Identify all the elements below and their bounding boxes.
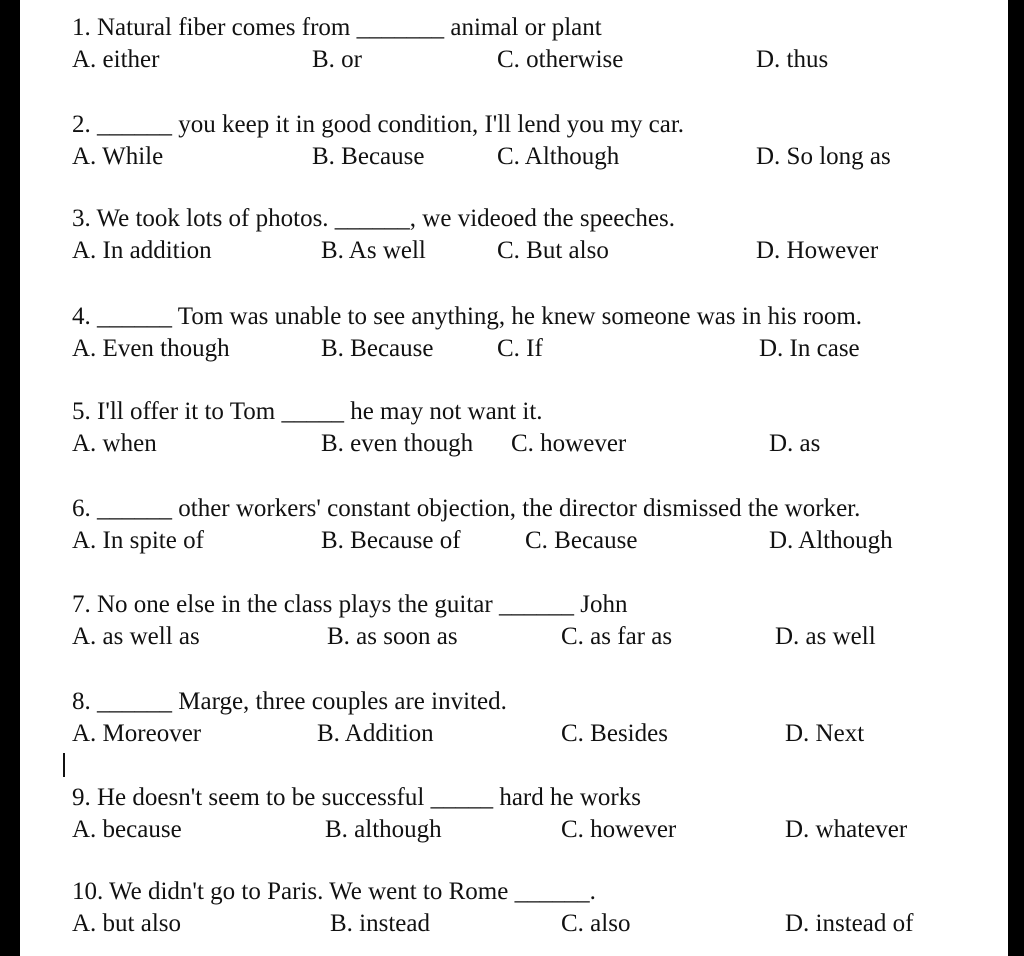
option-c: C. however [561, 816, 677, 843]
question-7 [20, 589, 1008, 659]
question-text: 1. Natural fiber comes from _______ animal or plant [72, 14, 602, 41]
option-b: B. as soon as [327, 623, 458, 650]
option-d: D. So long as [756, 143, 891, 170]
option-a: A. In spite of [72, 527, 204, 554]
option-d: D. In case [759, 335, 860, 362]
option-b: B. Because [321, 335, 434, 362]
option-c: C. as far as [561, 623, 673, 650]
question-text: 9. He doesn't seem to be successful _____ hard he works [72, 784, 641, 811]
option-d: D. as [769, 430, 821, 457]
option-b: B. Because of [321, 527, 461, 554]
option-b: B. Because [312, 143, 425, 170]
option-d: D. whatever [785, 816, 908, 843]
option-a: A. While [72, 143, 164, 170]
question-text: 7. No one else in the class plays the guitar ______ John [72, 591, 628, 618]
question-text: 8. ______ Marge, three couples are invited. [72, 688, 507, 715]
question-3 [20, 203, 1008, 273]
question-1 [20, 12, 1008, 82]
question-text: 4. ______ Tom was unable to see anything, he knew someone was in his room. [72, 303, 863, 330]
option-c: C. But also [497, 237, 609, 264]
option-d: D. Although [769, 527, 893, 554]
option-c: C. Because [525, 527, 638, 554]
option-d: D. Next [785, 720, 865, 747]
option-c: C. however [511, 430, 627, 457]
question-text: 5. I'll offer it to Tom _____ he may not want it. [72, 398, 543, 425]
option-d: D. thus [756, 46, 829, 73]
option-a: A. when [72, 430, 157, 457]
question-text: 2. ______ you keep it in good condition, I'll lend you my car. [72, 111, 685, 138]
option-c: C. If [497, 335, 543, 362]
option-a: A. either [72, 46, 160, 73]
option-c: C. otherwise [497, 46, 624, 73]
question-text: 6. ______ other workers' constant objection, the director dismissed the worker. [72, 495, 861, 522]
option-c: C. also [561, 910, 631, 937]
option-b: B. Addition [317, 720, 434, 747]
question-6 [20, 493, 1008, 563]
option-b: B. or [312, 46, 362, 73]
option-a: A. Even though [72, 335, 230, 362]
question-text: 10. We didn't go to Paris. We went to Rome ______. [72, 878, 596, 905]
option-b: B. although [325, 816, 442, 843]
option-a: A. but also [72, 910, 182, 937]
question-2 [20, 109, 1008, 179]
option-b: B. As well [321, 237, 426, 264]
option-a: A. In addition [72, 237, 212, 264]
option-c: C. Besides [561, 720, 668, 747]
worksheet-page [20, 0, 1008, 956]
question-5 [20, 396, 1008, 466]
question-9 [20, 782, 1008, 852]
text-cursor-mark [63, 753, 65, 777]
option-a: A. Moreover [72, 720, 202, 747]
option-d: D. However [756, 237, 879, 264]
option-c: C. Although [497, 143, 620, 170]
option-a: A. as well as [72, 623, 200, 650]
option-d: D. as well [775, 623, 876, 650]
question-10 [20, 876, 1008, 946]
question-text: 3. We took lots of photos. ______, we videoed the speeches. [72, 205, 675, 232]
option-b: B. instead [330, 910, 430, 937]
question-8 [20, 686, 1008, 756]
option-b: B. even though [321, 430, 474, 457]
option-d: D. instead of [785, 910, 914, 937]
question-4 [20, 301, 1008, 371]
option-a: A. because [72, 816, 182, 843]
